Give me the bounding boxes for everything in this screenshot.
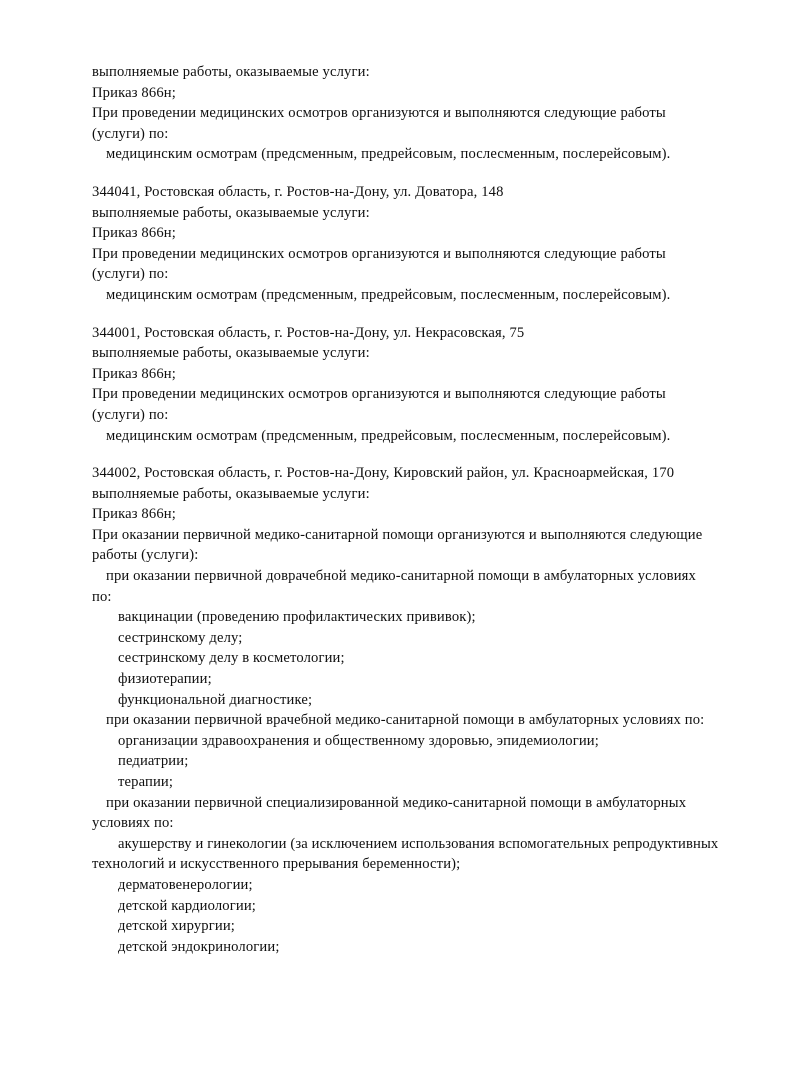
text-line: акушерству и гинекологии (за исключением использования вспомогательных репродуктивных xyxy=(118,835,719,852)
text-line: по: xyxy=(92,588,112,605)
block-dovatora-148 xyxy=(92,182,744,306)
text-line: при оказании первичной врачебной медико-санитарной помощи в амбулаторных условиях по: xyxy=(106,712,705,729)
text-line: При проведении медицинских осмотров организуются и выполняются следующие работы xyxy=(92,386,666,403)
block-krasnoarmeyskaya-170 xyxy=(92,463,744,957)
text-line: Приказ 866н; xyxy=(92,365,176,382)
text-line: детской кардиологии; xyxy=(118,897,256,914)
text-line: При оказании первичной медико-санитарной помощи организуются и выполняются следующие xyxy=(92,526,703,543)
text-line: организации здравоохранения и общественному здоровью, эпидемиологии; xyxy=(118,732,599,749)
text-line: (услуги) по: xyxy=(92,125,169,142)
text-line: функциональной диагностике; xyxy=(118,691,313,708)
text-line: При проведении медицинских осмотров организуются и выполняются следующие работы xyxy=(92,245,666,262)
text-line: 344002, Ростовская область, г. Ростов-на-Дону, Кировский район, ул. Красноармейская, 170 xyxy=(92,465,675,482)
text-line: (услуги) по: xyxy=(92,266,169,283)
text-line: при оказании первичной доврачебной медико-санитарной помощи в амбулаторных условиях xyxy=(106,568,696,585)
text-line: детской хирургии; xyxy=(118,918,235,935)
text-line: Приказ 866н; xyxy=(92,84,176,101)
text-line: сестринскому делу в косметологии; xyxy=(118,650,345,667)
text-line: физиотерапии; xyxy=(118,671,212,688)
text-line: дерматовенерологии; xyxy=(118,876,253,893)
text-line: сестринскому делу; xyxy=(118,629,243,646)
text-line: медицинским осмотрам (предсменным, предрейсовым, послесменным, послерейсовым). xyxy=(106,146,671,163)
text-line: выполняемые работы, оказываемые услуги: xyxy=(92,345,370,362)
text-line: 344001, Ростовская область, г. Ростов-на-Дону, ул. Некрасовская, 75 xyxy=(92,324,525,341)
text-line: выполняемые работы, оказываемые услуги: xyxy=(92,64,370,80)
text-line: при оказании первичной специализированной медико-санитарной помощи в амбулаторных xyxy=(106,794,687,811)
text-line: вакцинации (проведению профилактических прививок); xyxy=(118,609,476,626)
text-line: работы (услуги): xyxy=(92,547,199,564)
document-body xyxy=(92,62,744,957)
block-nekrasovskaya-75 xyxy=(92,323,744,447)
text-line: терапии; xyxy=(118,774,174,790)
text-line: медицинским осмотрам (предсменным, предрейсовым, послесменным, послерейсовым). xyxy=(106,427,671,444)
text-line: При проведении медицинских осмотров организуются и выполняются следующие работы xyxy=(92,105,666,122)
text-line: Приказ 866н; xyxy=(92,225,176,242)
text-line: Приказ 866н; xyxy=(92,506,176,523)
text-line: педиатрии; xyxy=(118,753,189,770)
text-line: условиях по: xyxy=(92,815,174,832)
text-line: медицинским осмотрам (предсменным, предрейсовым, послесменным, послерейсовым). xyxy=(106,286,671,303)
text-line: технологий и искусственного прерывания беременности); xyxy=(92,856,461,873)
text-line: (услуги) по: xyxy=(92,406,169,423)
text-line: 344041, Ростовская область, г. Ростов-на-Дону, ул. Доватора, 148 xyxy=(92,183,504,200)
text-line: выполняемые работы, оказываемые услуги: xyxy=(92,485,370,502)
text-line: детской эндокринологии; xyxy=(118,938,280,955)
block-intro xyxy=(92,62,744,165)
text-line: выполняемые работы, оказываемые услуги: xyxy=(92,204,370,221)
